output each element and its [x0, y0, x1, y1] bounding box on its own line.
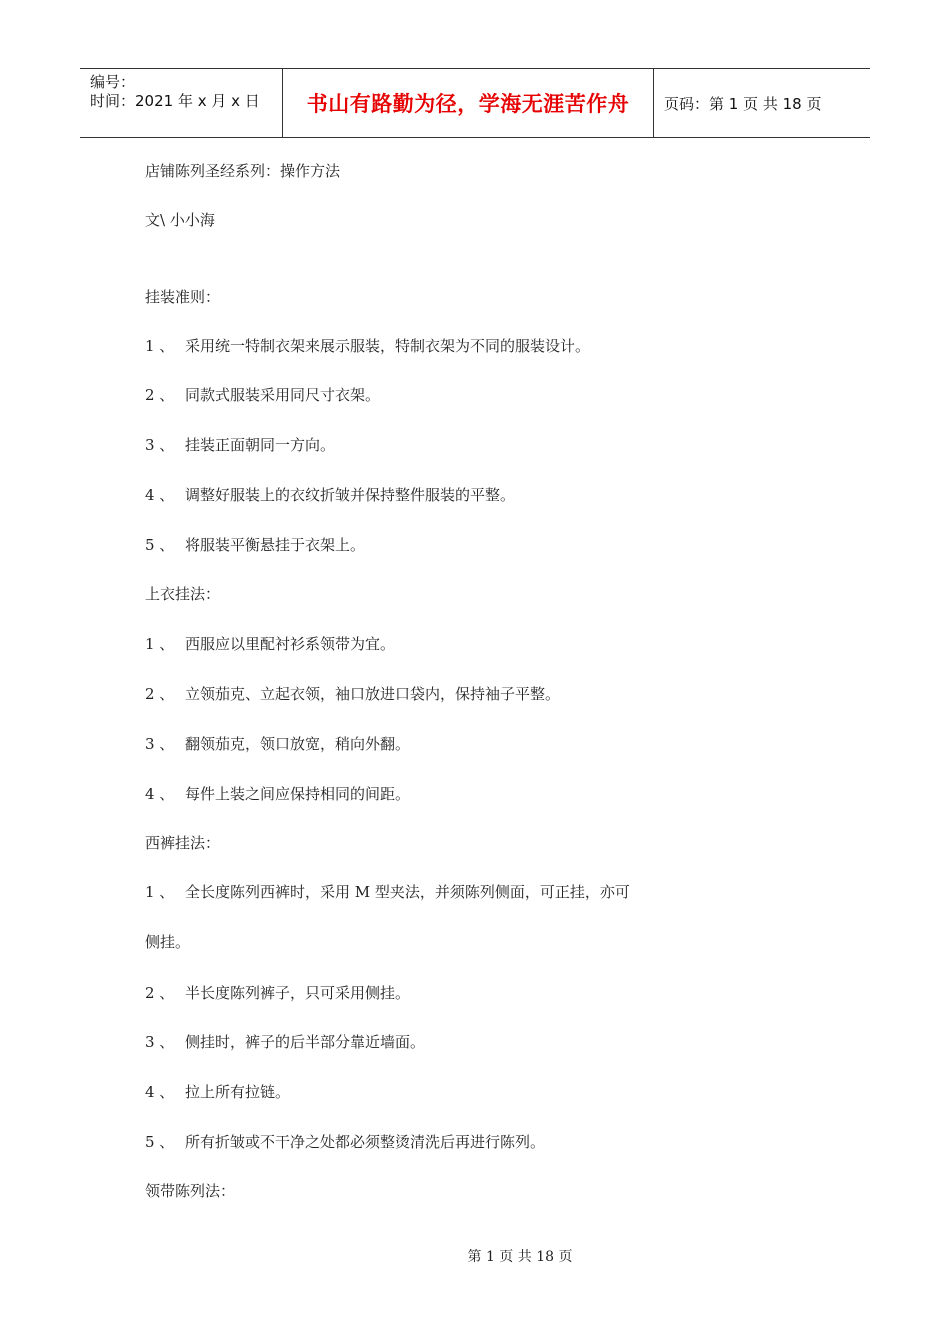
paragraph-line: [145, 161, 340, 181]
line-text: 店铺陈列圣经系列：操作方法: [145, 162, 341, 180]
list-item: [145, 983, 410, 1003]
line-text: 每件上装之间应保持相同的间距。: [185, 785, 411, 803]
list-item-number: 3 、: [145, 735, 175, 753]
list-item: [145, 882, 630, 902]
line-text: 采用统一特制衣架来展示服装，特制衣架为不同的服装设计。: [185, 337, 591, 355]
list-item: [145, 535, 365, 555]
list-item-number: 2 、: [145, 685, 175, 703]
line-text: 将服装平衡悬挂于衣架上。: [185, 536, 366, 554]
list-item: [145, 634, 395, 654]
line-text: 全长度陈列西裤时，采用 M 型夹法，并须陈列侧面，可正挂，亦可: [185, 883, 630, 901]
list-item-number: 3 、: [145, 1033, 175, 1051]
list-item: [145, 1082, 290, 1102]
line-text: 侧挂时，裤子的后半部分靠近墙面。: [185, 1033, 426, 1051]
list-item: [145, 734, 410, 754]
line-text: 西服应以里配衬衫系领带为宜。: [185, 635, 396, 653]
list-item-number: 4 、: [145, 785, 175, 803]
line-text: 侧挂。: [145, 933, 191, 951]
list-item: [145, 1132, 545, 1152]
list-item-number: 3 、: [145, 436, 175, 454]
paragraph-line: [145, 210, 215, 230]
date-label: 时间：2021 年 x 月 x 日: [90, 92, 260, 110]
list-item-number: 2 、: [145, 984, 175, 1002]
list-item-number: 5 、: [145, 1133, 175, 1151]
line-text: 半长度陈列裤子，只可采用侧挂。: [185, 984, 411, 1002]
list-item-number: 4 、: [145, 1083, 175, 1101]
list-item: [145, 684, 560, 704]
line-text: 所有折皱或不干净之处都必须整烫清洗后再进行陈列。: [185, 1133, 546, 1151]
paragraph-line: [145, 287, 220, 307]
line-text: 挂装准则：: [145, 288, 221, 306]
list-item: [145, 385, 380, 405]
header-page-label: 页码：第 1 页 共 18 页: [664, 94, 822, 113]
paragraph-line: [145, 584, 220, 604]
line-text: 领带陈列法：: [145, 1182, 236, 1200]
header-meta: [80, 69, 282, 137]
line-text: 挂装正面朝同一方向。: [185, 436, 336, 454]
paragraph-line: [145, 1181, 235, 1201]
paragraph-line: [145, 833, 220, 853]
line-text: 上衣挂法：: [145, 585, 221, 603]
list-item-number: 5 、: [145, 536, 175, 554]
list-item: [145, 336, 590, 356]
line-text: 立领茄克、立起衣领，袖口放进口袋内，保持袖子平整。: [185, 685, 561, 703]
line-text: 同款式服装采用同尺寸衣架。: [185, 386, 381, 404]
list-item-number: 4 、: [145, 486, 175, 504]
list-item: [145, 1032, 425, 1052]
list-item-number: 1 、: [145, 337, 175, 355]
line-text: 调整好服装上的衣纹折皱并保持整件服装的平整。: [185, 486, 516, 504]
paragraph-line: [145, 932, 190, 952]
list-item: [145, 485, 515, 505]
line-text: 翻领茄克，领口放宽，稍向外翻。: [185, 735, 411, 753]
list-item-number: 2 、: [145, 386, 175, 404]
list-item-number: 1 、: [145, 883, 175, 901]
line-text: 拉上所有拉链。: [185, 1083, 291, 1101]
list-item: [145, 784, 410, 804]
page-footer: 第 1 页 共 18 页: [467, 1249, 573, 1265]
list-item-number: 1 、: [145, 635, 175, 653]
number-label: 编号：: [90, 73, 136, 91]
line-text: 文\ 小小海: [145, 211, 215, 229]
line-text: 西裤挂法：: [145, 834, 221, 852]
document-header: [80, 68, 870, 138]
list-item: [145, 435, 335, 455]
header-motto: 书山有路勤为径，学海无涯苦作舟: [282, 69, 654, 137]
